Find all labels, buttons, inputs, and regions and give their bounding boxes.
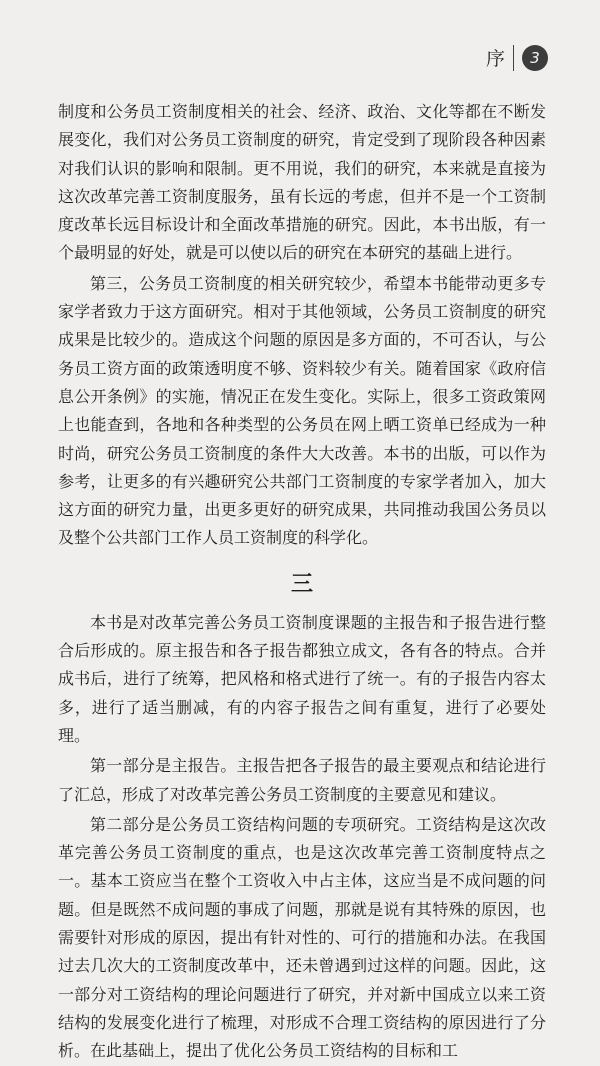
page-body: [58, 98, 546, 1066]
paragraph: 制度和公务员工资制度相关的社会、经济、政治、文化等都在不断发展变化，我们对公务员工资制度的研究，肯定受到了现阶段各种因素对我们认识的影响和限制。更不用说，我们的研究，本来就是直接为这次改革完善工资制度服务，虽有长远的考虑，但并不是一个工资制度改革长远目标设计和全面改革措施的研究。因此，本书出版，有一个最明显的好处，就是可以使以后的研究在本研究的基础上进行。: [58, 102, 546, 263]
paragraph: 第三，公务员工资制度的相关研究较少，希望本书能带动更多专家学者致力于这方面研究。相对于其他领域，公务员工资制度的研究成果是比较少的。造成这个问题的原因是多方面的，不可否认，与公务员工资方面的政策透明度不够、资料较少有关。随着国家《政府信息公开条例》的实施，情况正在发生变化。实际上，很多工资政策网上也能查到，各地和各种类型的公务员在网上晒工资单已经成为一种时尚，研究公务员工资制度的条件大大改善。本书的出版，可以作为参考，让更多的有兴趣研究公共部门工资制度的专家学者加入，加大这方面的研究力量，出更多更好的研究成果，共同推动我国公务员以及整个公共部门工作人员工资制度的科学化。: [58, 273, 546, 548]
page-number-badge: 3: [522, 45, 548, 71]
paragraph: 本书是对改革完善公务员工资制度课题的主报告和子报告进行整合后形成的。原主报告和各子报告都独立成文，各有各的特点。合并成书后，进行了统筹，把风格和格式进行了统一。有的子报告内容太多，进行了适当删减，有的内容子报告之间有重复，进行了必要处理。: [58, 612, 546, 745]
section-heading: 三: [290, 570, 313, 597]
running-header: [486, 44, 548, 71]
header-divider: [513, 45, 514, 71]
running-header-title: 序: [485, 48, 505, 70]
paragraph: 第一部分是主报告。主报告把各子报告的最主要观点和结论进行了汇总，形成了对改革完善公务员工资制度的主要意见和建议。: [58, 756, 546, 804]
paragraph: 第二部分是公务员工资结构问题的专项研究。工资结构是这次改革完善公务员工资制度的重点，也是这次改革完善工资制度特点之一。基本工资应当在整个工资收入中占主体，这应当是不成问题的问题。但是既然不成问题的事成了问题，那就是说有其特殊的原因，也需要针对形成的原因，提出有针对性的、可行的措施和办法。在我国过去几次大的工资制度改革中，还未曾遇到过这样的问题。因此，这一部分对工资结构的理论问题进行了研究，并对新中国成立以来工资结构的发展变化进行了梳理，对形成不合理工资结构的原因进行了分析。在此基础上，提出了优化公务员工资结构的目标和工: [58, 814, 546, 1061]
